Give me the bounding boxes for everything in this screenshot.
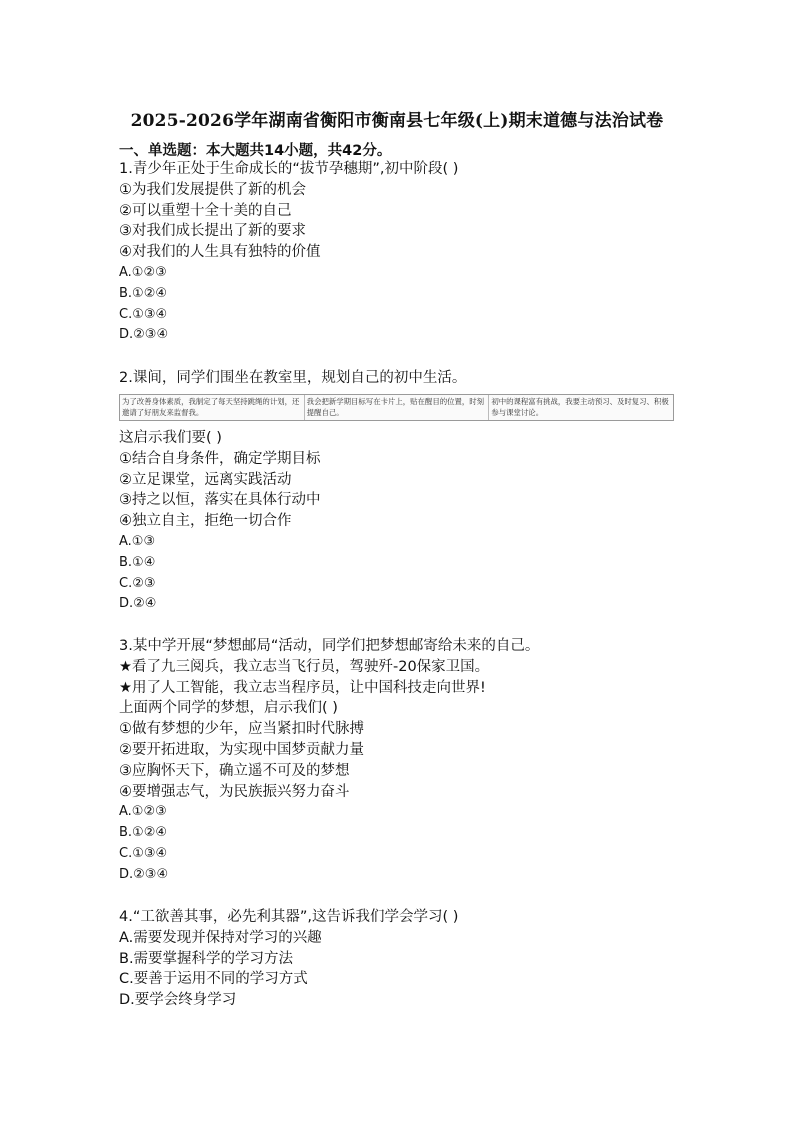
statement-item: ④要增强志气，为民族振兴努力奋斗 (119, 783, 350, 800)
star-statement: ★用了人工智能，我立志当程序员，让中国科技走向世界! (119, 679, 486, 696)
question-2-stem-block (119, 368, 719, 389)
statement-item: ③对我们成长提出了新的要求 (119, 223, 306, 240)
question-1 (119, 159, 719, 346)
answer-option: C.②③ (119, 575, 156, 591)
answer-option: A.①③ (119, 533, 156, 549)
statement-item: ④对我们的人生具有独特的价值 (119, 244, 321, 261)
planning-cards-image (119, 394, 674, 421)
answer-option: D.②③④ (119, 327, 169, 343)
answer-option: A.①②③ (119, 804, 167, 820)
answer-option: D.②③④ (119, 866, 169, 882)
statement-item: ③持之以恒，落实在具体行动中 (119, 492, 321, 509)
answer-option: C.①③④ (119, 306, 168, 322)
section-heading: 一、单选题：本大题共14小题，共42分。 (119, 143, 392, 159)
question-stem: 2.课间，同学们围坐在教室里，规划自己的初中生活。 (119, 370, 467, 386)
answer-option: B.①④ (119, 554, 156, 570)
question-prompt: 上面两个同学的梦想，启示我们( ) (119, 700, 338, 717)
planning-card: 我会把新学期目标写在卡片上，贴在醒目的位置，时刻提醒自己。 (305, 395, 490, 420)
answer-option: C.①③④ (119, 845, 168, 861)
statement-item: ①做有梦想的少年，应当紧扣时代脉搏 (119, 721, 364, 738)
statement-item: ①为我们发展提供了新的机会 (119, 181, 306, 198)
question-prompt: 这启示我们要( ) (119, 430, 222, 446)
question-2 (119, 428, 719, 615)
answer-option: C.要善于运用不同的学习方式 (119, 971, 308, 988)
planning-card: 初中的课程富有挑战，我要主动预习、及时复习、积极参与课堂讨论。 (491, 397, 669, 417)
statement-item: ③应胸怀天下，确立遥不可及的梦想 (119, 762, 350, 779)
planning-card: 为了改善身体素质，我制定了每天坚持跳绳的计划，还邀请了好朋友来监督我。 (120, 395, 305, 420)
answer-option: D.要学会终身学习 (119, 992, 237, 1009)
question-3 (119, 636, 719, 886)
statement-item: ②要开拓进取，为实现中国梦贡献力量 (119, 741, 364, 758)
question-stem: 3.某中学开展“梦想邮局“活动，同学们把梦想邮寄给未来的自己。 (119, 638, 540, 654)
question-4 (119, 907, 719, 1011)
statement-item: ①结合自身条件，确定学期目标 (119, 450, 321, 467)
star-statement: ★看了九三阅兵，我立志当飞行员，驾驶歼-20保家卫国。 (119, 658, 490, 675)
statement-item: ④独立自主，拒绝一切合作 (119, 513, 292, 530)
statement-item: ②可以重塑十全十美的自己 (119, 202, 292, 219)
answer-option: B.①②④ (119, 825, 168, 841)
answer-option: A.①②③ (119, 264, 167, 280)
exam-title: 2025-2026学年湖南省衡阳市衡南县七年级(上)期末道德与法治试卷 (130, 111, 664, 131)
question-stem: 1.青少年正处于生命成长的“拔节孕穗期”,初中阶段( ) (119, 161, 459, 177)
statement-item: ②立足课堂，远离实践活动 (119, 471, 292, 488)
question-stem: 4.“工欲善其事，必先利其器”,这告诉我们学会学习( ) (119, 909, 459, 925)
answer-option: B.①②④ (119, 285, 168, 301)
answer-option: A.需要发现并保持对学习的兴趣 (119, 929, 322, 946)
answer-option: B.需要掌握科学的学习方法 (119, 950, 294, 967)
answer-option: D.②④ (119, 596, 157, 612)
